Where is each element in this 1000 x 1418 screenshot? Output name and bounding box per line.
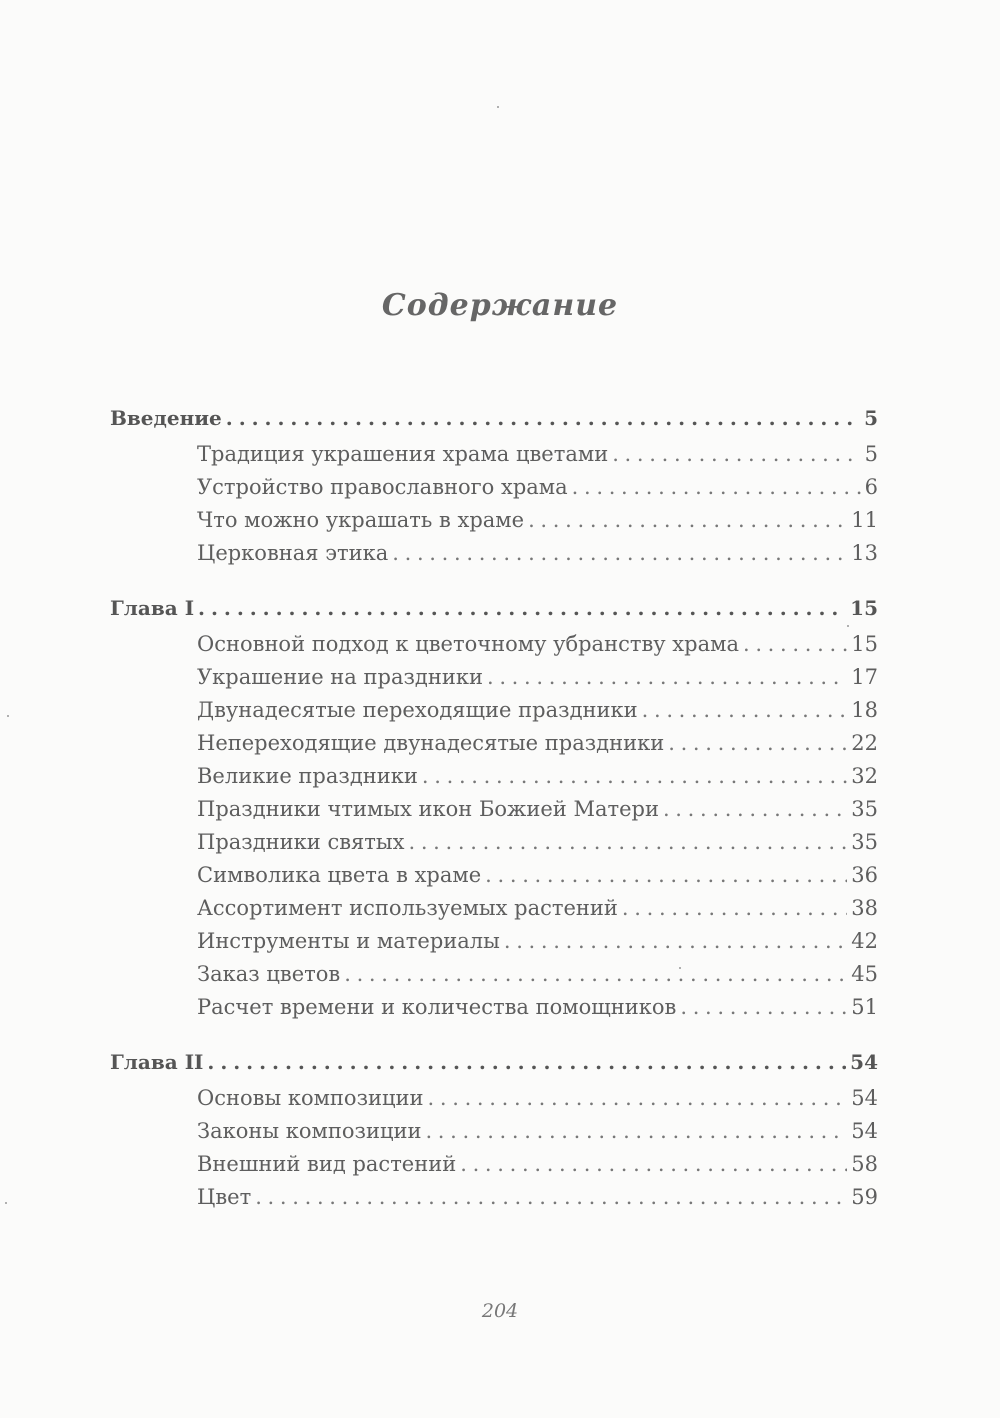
- page-number: 204: [481, 1300, 519, 1322]
- toc-entry[interactable]: [110, 1148, 878, 1181]
- toc-entry-label: Ассортимент используемых растений: [197, 896, 618, 920]
- dot-leader: [425, 1115, 847, 1148]
- toc-page-number: 59: [851, 1185, 878, 1209]
- toc-page-number: 18: [851, 698, 878, 722]
- toc-entry-label: Внешний вид растений: [197, 1152, 457, 1176]
- dot-leader: [255, 1181, 847, 1214]
- toc-section-chapter-1: [110, 588, 878, 1024]
- toc-entry-label: Двунадесятые переходящие праздники: [197, 698, 638, 722]
- toc-page-number: 32: [851, 764, 878, 788]
- toc-entry[interactable]: [110, 661, 878, 694]
- dot-leader: [408, 826, 847, 859]
- toc-section-chapter-2: [110, 1042, 878, 1214]
- toc-page-number: 42: [851, 929, 878, 953]
- dot-leader: [344, 958, 847, 991]
- dot-leader: [622, 892, 847, 925]
- toc-entry-label: Устройство православного храма: [197, 475, 568, 499]
- toc-chapter-entry[interactable]: [110, 398, 878, 438]
- toc-chapter-label: Глава II: [110, 1050, 204, 1074]
- scan-speck: [679, 967, 681, 969]
- dot-leader: [422, 760, 847, 793]
- toc-page-number: 35: [851, 797, 878, 821]
- dot-leader: [504, 925, 847, 958]
- toc-page-number: 54: [851, 1119, 878, 1143]
- toc-entry[interactable]: [110, 760, 878, 793]
- toc-entry[interactable]: [110, 438, 878, 471]
- toc-entry[interactable]: [110, 892, 878, 925]
- toc-entry[interactable]: [110, 925, 878, 958]
- page-title: Содержание: [381, 288, 619, 323]
- dot-leader: [198, 588, 846, 628]
- toc-page-number: 51: [851, 995, 878, 1019]
- toc-entry[interactable]: [110, 991, 878, 1024]
- toc-page-number: 35: [851, 830, 878, 854]
- toc-entry[interactable]: [110, 537, 878, 570]
- toc-page-number: 5: [864, 406, 878, 430]
- dot-leader: [572, 471, 861, 504]
- toc-entry-label: Основы композиции: [197, 1086, 424, 1110]
- toc-entry[interactable]: [110, 471, 878, 504]
- toc-entry-label: Законы композиции: [197, 1119, 422, 1143]
- toc-page-number: 38: [851, 896, 878, 920]
- toc-entry[interactable]: [110, 1082, 878, 1115]
- toc-entry-label: Праздники святых: [197, 830, 405, 854]
- toc-chapter-entry[interactable]: [110, 1042, 878, 1082]
- toc-entry[interactable]: [110, 504, 878, 537]
- toc-entry[interactable]: [110, 694, 878, 727]
- scan-speck: [497, 106, 499, 108]
- toc-entry-label: Заказ цветов: [197, 962, 341, 986]
- toc-entry-label: Цвет: [197, 1185, 252, 1209]
- toc-page-number: 58: [851, 1152, 878, 1176]
- toc-entry-label: Символика цвета в храме: [197, 863, 482, 887]
- toc-page-number: 11: [851, 508, 878, 532]
- toc-page-number: 36: [851, 863, 878, 887]
- toc-entry-label: Праздники чтимых икон Божией Матери: [197, 797, 659, 821]
- toc-page-number: 54: [851, 1086, 878, 1110]
- toc-page-number: 6: [864, 475, 878, 499]
- toc-entry[interactable]: [110, 1115, 878, 1148]
- toc-entry-label: Церковная этика: [197, 541, 389, 565]
- dot-leader: [642, 694, 848, 727]
- toc-entry[interactable]: [110, 628, 878, 661]
- dot-leader: [612, 438, 860, 471]
- dot-leader: [485, 859, 847, 892]
- toc-entry[interactable]: [110, 727, 878, 760]
- toc-entry-label: Основной подход к цветочному убранству храма: [197, 632, 739, 656]
- dot-leader: [668, 727, 847, 760]
- toc-page-number: 54: [850, 1050, 878, 1074]
- toc-entry-label: Украшение на праздники: [197, 665, 483, 689]
- dot-leader: [680, 991, 847, 1024]
- dot-leader: [663, 793, 847, 826]
- toc-entry-label: Непереходящие двунадесятые праздники: [197, 731, 665, 755]
- toc-page-number: 45: [851, 962, 878, 986]
- dot-leader: [226, 398, 860, 438]
- toc-entry[interactable]: [110, 826, 878, 859]
- table-of-contents: [110, 398, 878, 1232]
- toc-page-number: 15: [850, 596, 878, 620]
- toc-entry[interactable]: [110, 859, 878, 892]
- toc-chapter-label: Глава I: [110, 596, 195, 620]
- toc-entry-label: Традиция украшения храма цветами: [197, 442, 609, 466]
- toc-entry-label: Расчет времени и количества помощников: [197, 995, 677, 1019]
- scan-speck: [7, 715, 9, 717]
- dot-leader: [528, 504, 847, 537]
- dot-leader: [487, 661, 847, 694]
- toc-section-introduction: [110, 398, 878, 570]
- toc-page-number: 5: [864, 442, 878, 466]
- scan-speck: [5, 1202, 7, 1204]
- toc-entry[interactable]: [110, 793, 878, 826]
- toc-page-number: 15: [851, 632, 878, 656]
- toc-page-number: 22: [851, 731, 878, 755]
- dot-leader: [743, 628, 847, 661]
- scan-speck: [847, 625, 849, 627]
- dot-leader: [460, 1148, 847, 1181]
- dot-leader: [428, 1082, 848, 1115]
- dot-leader: [392, 537, 847, 570]
- toc-entry-label: Что можно украшать в храме: [197, 508, 525, 532]
- toc-entry[interactable]: [110, 1181, 878, 1214]
- toc-page-number: 17: [851, 665, 878, 689]
- toc-chapter-label: Введение: [110, 406, 222, 430]
- toc-page-number: 13: [851, 541, 878, 565]
- toc-chapter-entry[interactable]: [110, 588, 878, 628]
- dot-leader: [207, 1042, 846, 1082]
- toc-entry-label: Великие праздники: [197, 764, 418, 788]
- toc-entry-label: Инструменты и материалы: [197, 929, 500, 953]
- toc-entry[interactable]: [110, 958, 878, 991]
